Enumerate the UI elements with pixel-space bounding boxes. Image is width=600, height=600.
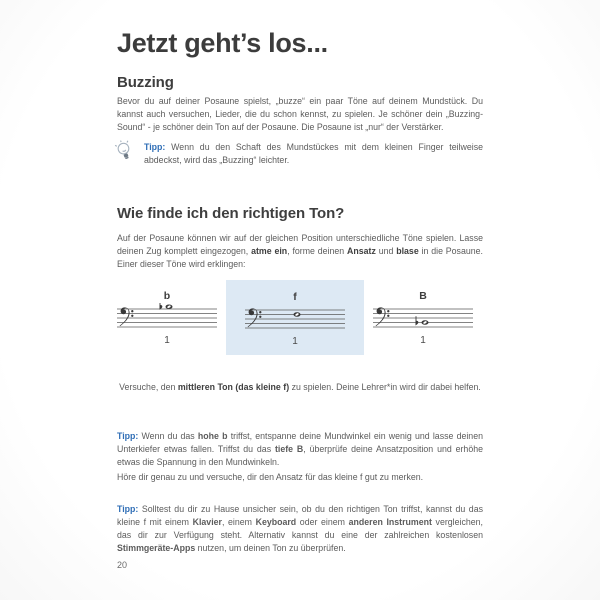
tip-buzzing-body: Wenn du den Schaft des Mundstückes mit dem kleinen Finger teilweise abdeckst, wird das „Buzzing“ leichter. — [144, 142, 483, 165]
find-tone-paragraph: Auf der Posaune können wir auf der gleichen Position unterschiedliche Töne spielen. Lasse deinen Zug komplett eingezogen, atme ein, forme deinen Ansatz und blase in die Posaune. Einer dieser Töne wird erklingen: — [117, 233, 483, 269]
note-name-label: b — [163, 289, 171, 302]
merken-paragraph: Höre dir genau zu und versuche, dir den Ansatz für das kleine f gut zu merken. — [117, 472, 424, 482]
tip-label: Tipp: — [144, 142, 166, 152]
notation-caption: Versuche, den mittleren Ton (das kleine f) zu spielen. Deine Lehrer*in wird dir dabei helfen. — [119, 382, 481, 392]
note-name-label: B — [419, 289, 427, 302]
tip-find-tone-body: Wenn du das hohe b triffst, entspanne deine Mundwinkel ein wenig und lasse deinen Unterkiefer etwas fallen. Triffst du das tiefe B, überprüfe deine Ansatzposition und erhöhe etwas die Spannung in den Mundwinkeln. — [117, 431, 483, 467]
staff-f-highlighted — [226, 280, 364, 355]
bass-staff-icon — [115, 303, 219, 333]
tip-home-check — [117, 503, 483, 555]
whole-note-icon — [422, 320, 429, 325]
bass-staff-icon — [371, 303, 475, 333]
buzzing-paragraph: Bevor du auf deiner Posaune spielst, „buzze“ ein paar Töne auf deinem Mundstück. Du kannst auch versuchen, Lieder, die du schon kennst, zu spielen. Je schöner dein „Buzzing-Sound“ - je schöner dein Ton auf der Posaune. Die Posaune ist „nur“ der Verstärker. — [117, 96, 483, 132]
bass-clef-icon — [248, 308, 262, 327]
section-heading-find-tone: Wie finde ich den richtigen Ton? — [117, 205, 345, 222]
lightbulb-icon — [113, 139, 135, 168]
slide-position-number: 1 — [164, 334, 170, 346]
page-title: Jetzt geht’s los... — [117, 28, 328, 58]
tip-buzzing-text — [144, 141, 483, 167]
slide-position-number: 1 — [292, 336, 298, 347]
staff-big-b-flat — [368, 290, 478, 346]
bass-clef-icon — [120, 307, 134, 326]
section-heading-buzzing: Buzzing — [117, 74, 174, 91]
tip-find-tone — [117, 430, 483, 469]
bass-clef-icon — [376, 307, 390, 326]
staff-b-flat — [112, 290, 222, 346]
notation-row — [112, 280, 478, 355]
flat-sign-icon — [160, 303, 162, 309]
tip-label: Tipp: — [117, 504, 139, 514]
tip-home-check-body: Solltest du dir zu Hause unsicher sein, ob du den richtigen Ton triffst, kannst du das kleine f mit einem Klavier, einem Keyboard oder einem anderen Instrument vergleichen, das dir zur Verfügung steht. Alternativ kannst du eine der zahlreichen kostenlosen Stimmgeräte-Apps nutzen, um deinen Ton zu überprüfen. — [117, 504, 483, 553]
bass-staff-icon — [243, 304, 347, 334]
flat-sign-icon — [416, 316, 418, 324]
slide-position-number: 1 — [420, 334, 426, 346]
page-number: 20 — [117, 560, 128, 570]
whole-note-icon — [294, 312, 301, 317]
tip-label: Tipp: — [117, 431, 139, 441]
tip-buzzing — [117, 141, 483, 168]
whole-note-icon — [166, 304, 173, 309]
note-name-label: f — [293, 291, 297, 303]
